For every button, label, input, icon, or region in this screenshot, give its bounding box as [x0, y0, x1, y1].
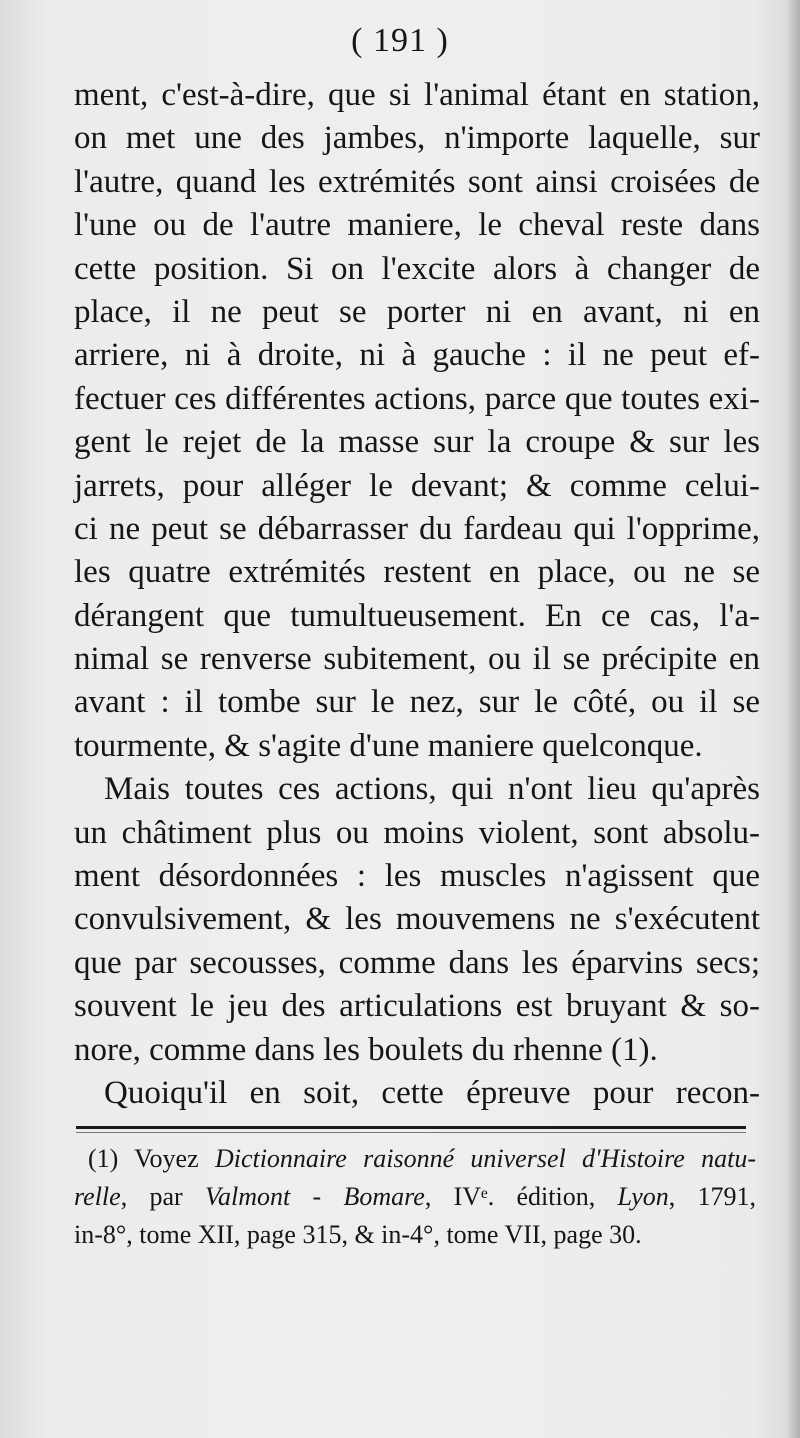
- text-line: ment, c'est-à-dire, que si l'animal étant en station,: [74, 77, 760, 113]
- text-line: convulsivement, & les mouvemens ne s'exécutent: [74, 901, 760, 938]
- text-line: ci ne peut se débarrasser du fardeau qui l'opprime,: [74, 510, 760, 547]
- text-line: que par secousses, comme dans les éparvins secs;: [74, 944, 760, 981]
- text-line: jarrets, pour alléger le devant; & comme celui-: [74, 467, 760, 504]
- footnote-year: , 1791,: [668, 1182, 757, 1211]
- text-line: souvent le jeu des articulations est bruyant & so-: [74, 988, 760, 1025]
- body-text: [74, 74, 760, 1115]
- paragraph-start-line: Quoiqu'il en soit, cette épreuve pour recon-: [104, 1074, 760, 1111]
- paragraph-start-line: Mais toutes ces actions, qui n'ont lieu qu'après: [104, 771, 760, 808]
- text-line: tourmente, & s'agite d'une maniere quelconque.: [74, 727, 703, 764]
- footnote-author: Valmont - Bomare: [204, 1182, 425, 1211]
- text-line: nimal se renverse subitement, ou il se précipite en: [74, 641, 760, 678]
- footnote-line: in-8°, tome XII, page 315, & in-4°, tome VII, page 30.: [74, 1220, 642, 1249]
- footnote-title-end: relle: [74, 1182, 121, 1211]
- text-line: les quatre extrémités restent en place, ou ne se: [74, 554, 760, 591]
- text-line: gent le rejet de la masse sur la croupe & sur les: [74, 424, 760, 461]
- text-line: ment désordonnées : les muscles n'agissent que: [74, 858, 760, 895]
- footnote-edition: , IVᵉ. édition,: [424, 1182, 596, 1211]
- footnote-title: Dictionnaire raisonné universel d'Histoire natu-: [214, 1144, 756, 1173]
- footnote-marker: (1) Voyez: [88, 1144, 199, 1173]
- footnote: [74, 1140, 756, 1254]
- text-line: l'une ou de l'autre maniere, le cheval reste dans: [74, 207, 760, 244]
- text-line: avant : il tombe sur le nez, sur le côté, ou il se: [74, 684, 760, 721]
- text-line: place, il ne peut se porter ni en avant, ni en: [74, 293, 760, 330]
- footnote-line: [74, 1140, 756, 1178]
- text-line: cette position. Si on l'excite alors à changer de: [74, 250, 760, 287]
- footnote-rule-thin: [76, 1132, 746, 1133]
- text-line: dérangent que tumultueusement. En ce cas, l'a-: [74, 597, 760, 634]
- text-line: nore, comme dans les boulets du rhenne (1).: [74, 1031, 658, 1068]
- text-line: fectuer ces différentes actions, parce que toutes exi-: [74, 380, 760, 417]
- text-line: un châtiment plus ou moins violent, sont absolu-: [74, 814, 760, 851]
- footnote-line: [74, 1178, 756, 1216]
- footnote-rule: [76, 1126, 746, 1129]
- text-line: arriere, ni à droite, ni à gauche : il ne peut ef-: [74, 337, 760, 374]
- page-edge-shadow: [786, 0, 800, 1438]
- footnote-city: Lyon: [617, 1182, 669, 1211]
- page-number: ( 191 ): [351, 22, 449, 59]
- footnote-by: , par: [120, 1182, 183, 1211]
- text-line: l'autre, quand les extrémités sont ainsi croisées de: [74, 163, 760, 200]
- text-line: on met une des jambes, n'importe laquelle, sur: [74, 120, 760, 157]
